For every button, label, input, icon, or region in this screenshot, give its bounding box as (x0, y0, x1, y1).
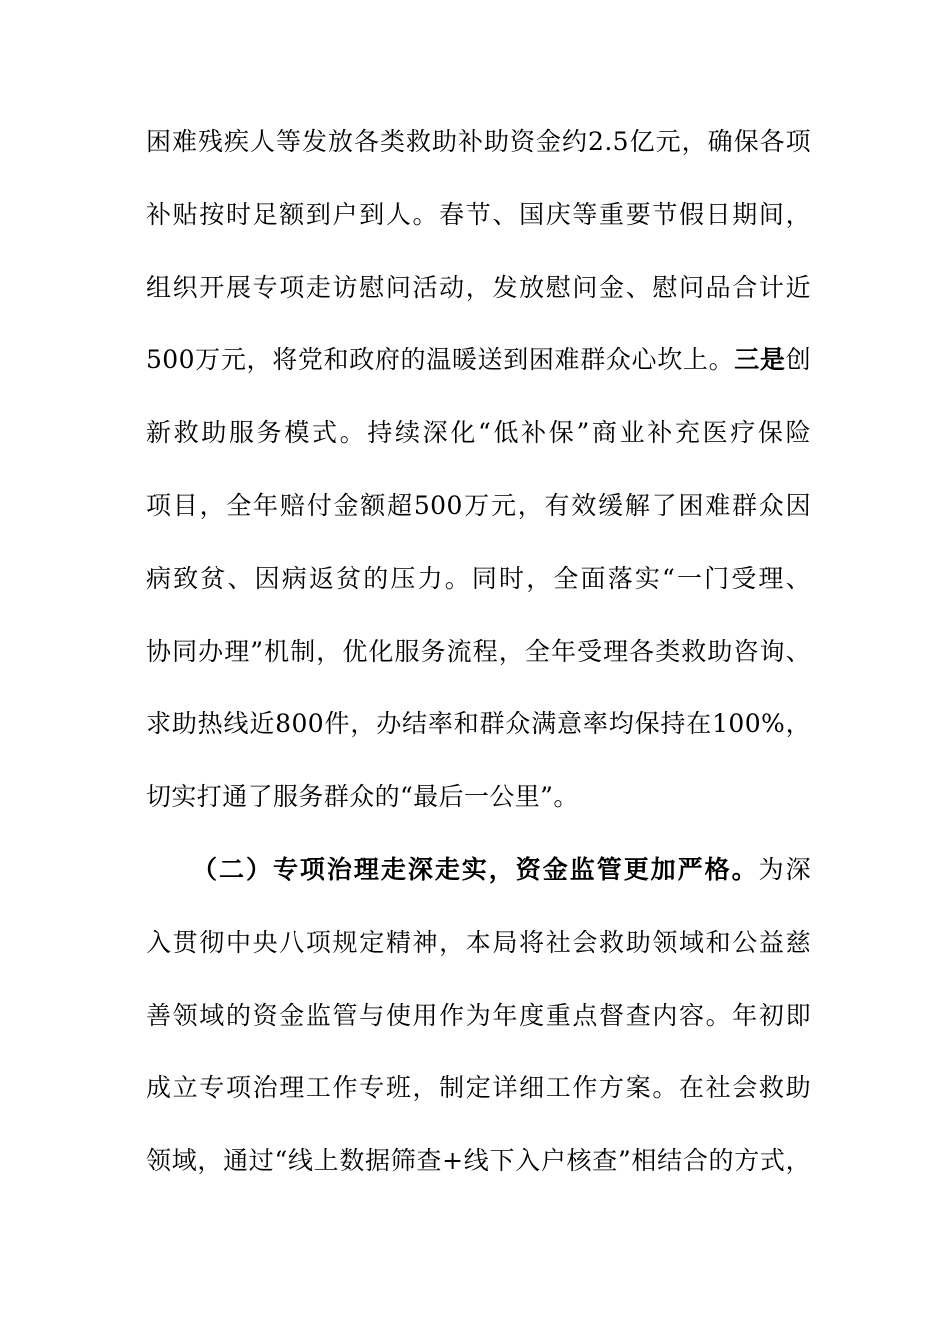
text-line (146, 696, 811, 769)
text-line (146, 769, 811, 842)
line-text: 困难残疾人等发放各类救助补助资金约2.5亿元，确保各项 (146, 127, 811, 156)
line-text: 组织开展专项走访慰问活动，发放慰问金、慰问品合计近 (146, 272, 811, 302)
text-line (146, 260, 811, 333)
line-text: 入贯彻中央八项规定精神，本局将社会救助领域和公益慈 (146, 927, 811, 957)
line-text: 新救助服务模式。持续深化“低补保”商业补充医疗保险 (146, 418, 811, 448)
line-text: 补贴按时足额到户到人。春节、国庆等重要节假日期间， (146, 199, 811, 229)
section-heading: （二）专项治理走深走实，资金监管更加严格。 (192, 854, 759, 884)
bold-lead-in: 三是 (734, 345, 786, 375)
line-text: 为深 (758, 854, 811, 884)
text-line (146, 1060, 811, 1133)
line-text: 成立专项治理工作专班，制定详细工作方案。在社会救助 (146, 1073, 811, 1103)
text-line (146, 187, 811, 260)
text-line (146, 478, 811, 551)
line-text: 项目，全年赔付金额超500万元，有效缓解了困难群众因 (146, 490, 811, 520)
line-text: 善领域的资金监管与使用作为年度重点督查内容。年初即 (146, 1000, 811, 1030)
section-heading-line (146, 842, 811, 915)
text-line (146, 551, 811, 624)
text-line (146, 332, 811, 405)
line-text: 协同办理”机制，优化服务流程，全年受理各类救助咨询、 (146, 636, 811, 666)
line-text: 创 (785, 345, 811, 375)
text-line (146, 988, 811, 1061)
line-text: 病致贫、因病返贫的压力。同时，全面落实“一门受理、 (146, 563, 811, 593)
text-line (146, 915, 811, 988)
line-text: 切实打通了服务群众的“最后一公里”。 (146, 782, 579, 812)
line-text: 求助热线近800件，办结率和群众满意率均保持在100%， (146, 709, 811, 739)
text-line (146, 1133, 811, 1206)
text-line (146, 114, 811, 187)
line-text: 500万元，将党和政府的温暖送到困难群众心坎上。 (146, 345, 735, 375)
text-line (146, 624, 811, 697)
text-line (146, 405, 811, 478)
document-body (146, 114, 811, 1206)
line-text: 领域，通过“线上数据筛查+线下入户核查”相结合的方式， (146, 1146, 811, 1176)
